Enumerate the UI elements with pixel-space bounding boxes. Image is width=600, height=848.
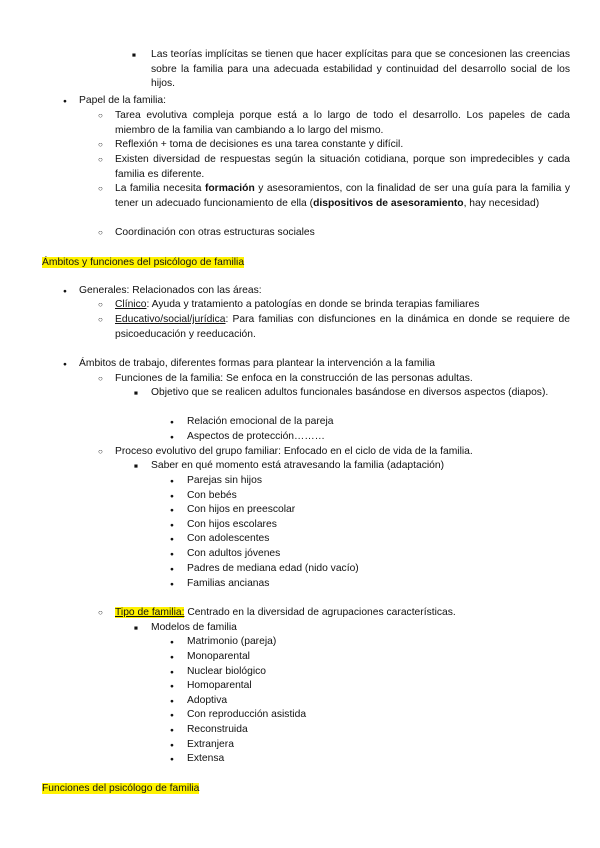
circle-bullet-icon (98, 109, 103, 124)
educativo-text: : Para familias con disfunciones en la dinámica en donde se requiere de psicoeducación y reeducación. (115, 314, 570, 340)
circle-bullet-icon (98, 226, 103, 241)
relacion-emocional-text: Relación emocional de la pareja (187, 416, 334, 427)
tarea-evolutiva-text: Tarea evolutiva compleja porque está a lo largo de todo el desarrollo. Los papeles de cada miembro de la familia van cambiando a lo largo del mismo. (115, 110, 570, 136)
aspectos-proteccion-text: Aspectos de protección……… (187, 431, 325, 442)
coordinacion-text: Coordinación con otras estructuras sociales (115, 227, 315, 238)
familia-necesita-text (115, 182, 570, 211)
circle-bullet-icon (98, 153, 103, 168)
square-bullet-icon (134, 621, 138, 637)
disc-bullet-icon (170, 752, 174, 768)
proceso-evolutivo-text: Proceso evolutivo del grupo familiar: Enfocado en el ciclo de vida de la familia. (115, 446, 473, 457)
modelo-item: Nuclear biológico (187, 666, 266, 677)
square-bullet-icon (134, 459, 138, 475)
etapa-item: Con hijos en preescolar (187, 504, 296, 515)
circle-bullet-icon (98, 372, 103, 387)
etapa-item: Padres de mediana edad (nido vacío) (187, 563, 359, 574)
generales-title: Generales: Relacionados con las áreas: (79, 285, 262, 296)
circle-bullet-icon (98, 445, 103, 460)
modelo-item: Extranjera (187, 739, 234, 750)
disc-bullet-icon (170, 430, 174, 446)
disc-bullet-icon (170, 708, 174, 724)
formacion-bold: formación (204, 183, 255, 194)
disc-bullet-icon (170, 474, 174, 490)
necesita-part-2: y asesoramientos, con la finalidad de ser una guía para la familia y tener un adecuado funcionamiento de ella ( (115, 183, 570, 209)
disc-bullet-icon (170, 577, 174, 593)
reflexion-text: Reflexión + toma de decisiones es una tarea constante y difícil. (115, 139, 404, 150)
etapa-item: Con adolescentes (187, 533, 270, 544)
circle-bullet-icon (98, 313, 103, 328)
clinico-item (115, 298, 479, 313)
modelo-item: Extensa (187, 753, 225, 764)
disc-bullet-icon (170, 650, 174, 666)
modelo-item: Monoparental (187, 651, 250, 662)
disc-bullet-icon (63, 357, 67, 373)
etapa-item: Con adultos jóvenes (187, 548, 281, 559)
circle-bullet-icon (98, 138, 103, 153)
modelo-item: Homoparental (187, 680, 252, 691)
etapa-item: Familias ancianas (187, 578, 270, 589)
papel-familia-title: Papel de la familia: (79, 95, 167, 106)
section-heading-ambitos (42, 256, 244, 271)
dispositivos-bold: dispositivos de asesoramiento (313, 197, 464, 209)
necesita-part-3: , hay necesidad) (463, 197, 540, 209)
educativo-label: Educativo/social/jurídica (115, 314, 226, 325)
tipo-familia-label: Tipo de familia: (115, 607, 185, 618)
modelo-item: Con reproducción asistida (187, 709, 307, 720)
etapa-item: Con bebés (187, 490, 237, 501)
modelos-familia-title: Modelos de familia (151, 622, 237, 633)
section-heading-funciones (42, 782, 199, 797)
etapa-item: Parejas sin hijos (187, 475, 262, 486)
circle-bullet-icon (98, 606, 103, 621)
square-bullet-icon (132, 48, 136, 64)
modelo-item: Adoptiva (187, 695, 228, 706)
disc-bullet-icon (63, 94, 67, 110)
heading-ambitos-text: Ámbitos y funciones del psicólogo de familia (42, 257, 245, 268)
disc-bullet-icon (63, 284, 67, 300)
funciones-familia-text: Funciones de la familia: Se enfoca en la construcción de las personas adultas. (115, 373, 473, 384)
objetivo-text: Objetivo que se realicen adultos funcionales basándose en diversos aspectos (diapos). (151, 387, 549, 398)
diversidad-text: Existen diversidad de respuestas según la situación cotidiana, porque son impredecibles y cada familia es diferente. (115, 154, 570, 180)
etapa-item: Con hijos escolares (187, 519, 277, 530)
disc-bullet-icon (170, 547, 174, 563)
ambitos-title: Ámbitos de trabajo, diferentes formas para plantear la intervención a la familia (79, 358, 436, 369)
tipo-familia-text: Centrado en la diversidad de agrupaciones características. (184, 607, 456, 618)
clinico-text: : Ayuda y tratamiento a patologías en donde se brinda terapias familiares (146, 299, 480, 310)
circle-bullet-icon (98, 182, 103, 197)
modelo-item: Reconstruida (187, 724, 248, 735)
disc-bullet-icon (170, 635, 174, 651)
modelo-item: Matrimonio (pareja) (187, 636, 277, 647)
circle-bullet-icon (98, 298, 103, 313)
disc-bullet-icon (170, 679, 174, 695)
square-bullet-icon (134, 386, 138, 402)
clinico-label: Clínico (115, 299, 147, 310)
disc-bullet-icon (170, 503, 174, 519)
disc-bullet-icon (170, 562, 174, 578)
implicit-theories-text: Las teorías implícitas se tienen que hacer explícitas para que se concesionen las creencias sobre la familia para una adecuada estabilidad y continuidad del desarrollo social de los hijos. (151, 49, 570, 89)
disc-bullet-icon (170, 723, 174, 739)
disc-bullet-icon (170, 532, 174, 548)
necesita-part-1: La familia necesita (115, 183, 205, 194)
disc-bullet-icon (170, 415, 174, 431)
saber-momento-text: Saber en qué momento está atravesando la familia (adaptación) (151, 460, 445, 471)
heading-funciones-text: Funciones del psicólogo de familia (42, 783, 200, 794)
educativo-item (115, 313, 570, 342)
tipo-familia-item (115, 606, 456, 621)
